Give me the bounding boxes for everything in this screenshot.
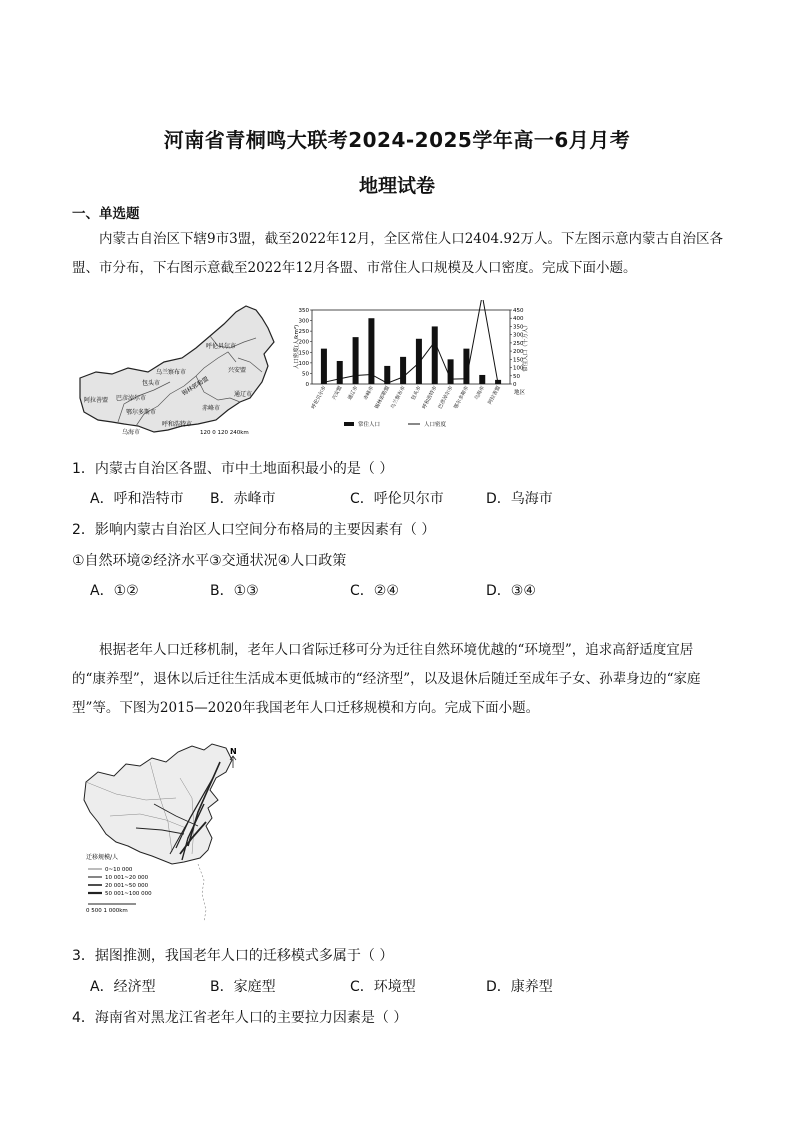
question-2-stem: 2．影响内蒙古自治区人口空间分布格局的主要因素有（ ） [72,522,436,538]
legend-item: 0~10 000 [105,867,133,873]
y-tick-label-left: 200 [298,339,309,346]
y-tick-label-left: 250 [298,329,309,336]
exam-title: 河南省青桐鸣大联考2024-2025学年高一6月月考 [163,128,631,152]
question-4-stem: 4．海南省对黑龙江省老年人口的主要拉力因素是（ ） [72,1010,408,1026]
map-label: 巴彦淖尔市 [116,395,147,402]
q1-option-b[interactable]: B．赤峰市 [210,491,276,507]
density-line [324,300,498,384]
y-tick-label-left: 300 [298,318,309,325]
q3-option-c[interactable]: C．环境型 [350,979,416,995]
x-tick-label: 通辽市 [347,385,360,402]
bar [337,361,343,384]
legend-title: 迁移规模/人 [86,854,119,861]
x-tick-label: 乌海市 [473,385,487,402]
north-arrow: N [230,747,237,756]
map-label: 阿拉善盟 [84,397,109,404]
map-scale: 0 500 1 000km [86,908,128,914]
bar-series [321,318,501,384]
x-tick-label: 锡林郭勒盟 [373,385,392,411]
y-tick-label-right: 0 [513,382,517,388]
x-tick-label: 阿拉善盟 [487,385,502,406]
map-label: 通辽市 [234,391,253,398]
y-tick-label-right: 450 [513,308,524,314]
map-label: 赤峰市 [202,405,221,412]
map-label: 乌海市 [122,429,141,436]
section-heading: 一、单选题 [72,206,140,222]
x-tick-label: 巴彦淖尔市 [437,385,455,411]
q3-option-a[interactable]: A．经济型 [90,979,156,995]
y-axis-label-left: 人口密度(人/km²) [294,324,300,370]
map-label: 乌兰察布市 [156,369,187,376]
x-tick-label: 鄂尔多斯市 [453,385,471,411]
map-label: 呼伦贝尔市 [206,343,237,350]
map-label: 包头市 [142,380,161,387]
y-tick-label-right: 400 [513,316,524,323]
bar [321,349,327,384]
y-tick-label-right: 250 [513,340,524,347]
map-label: 鄂尔多斯市 [126,409,157,416]
legend-bar-swatch [344,422,354,426]
passage-2: 根据老年人口迁移机制，老年人口省际迁移可分为迁往自然环境优越的“环境型”，追求高舒适度宜居的“康养型”，退休以后迁往生活成本更低城市的“经济型”，以及退休后随迁至成年子女、孙辈身边的“家庭型”等。下图为2015—2020年我国老年人口迁移规模和方向。完成下面小题。 [72,642,701,716]
bar [448,359,454,384]
question-2-items: ①自然环境②经济水平③交通状况④人口政策 [72,553,347,569]
x-tick-label: 呼伦贝尔市 [310,385,328,411]
q1-option-d[interactable]: D．乌海市 [486,491,553,507]
bar [479,375,485,384]
x-tick-label: 呼和浩特市 [421,385,439,411]
legend-item: 10 001~20 000 [105,875,149,881]
y-tick-label-right: 100 [513,365,524,372]
y-tick-label-left: 150 [298,350,309,357]
q2-option-c[interactable]: C．②④ [350,583,399,599]
y-tick-label-right: 350 [513,324,524,331]
y-tick-label-left: 0 [305,382,309,388]
legend-item: 50 001~100 000 [105,891,152,897]
chart-labels [292,308,529,428]
population-chart [284,300,530,438]
legend-label: 人口密度 [424,422,447,428]
legend-item: 20 001~50 000 [105,883,149,889]
q2-option-b[interactable]: B．①③ [210,583,259,599]
x-tick-label: 包头市 [410,385,423,402]
q2-option-a[interactable]: A．①② [90,583,139,599]
y-tick-label-left: 50 [302,371,309,378]
question-3-stem: 3．据图推测，我国老年人口的迁移模式多属于（ ） [72,948,394,964]
x-tick-label: 兴安盟 [331,385,344,402]
y-tick-label-left: 350 [298,308,309,314]
bar [384,366,390,384]
inner-mongolia-map [78,302,278,442]
x-tick-label: 赤峰市 [362,385,376,402]
y-tick-label-right: 300 [513,332,524,339]
china-migration-map [80,742,252,926]
line-series [324,300,498,384]
exam-subtitle: 地理试卷 [358,175,435,197]
legend-label: 常住人口 [358,422,381,428]
map-label: 呼和浩特市 [162,421,193,428]
map-label: 锡林郭勒盟 [180,375,210,398]
bar [432,326,438,384]
x-axis-label: 地区 [514,390,526,396]
bar [400,357,406,384]
y-tick-label-right: 200 [513,349,524,356]
q1-option-a[interactable]: A．呼和浩特市 [90,491,184,507]
china-outline [84,744,232,864]
y-axis-label-right: 常住人口（十万人） [523,322,529,372]
q1-option-c[interactable]: C．呼伦贝尔市 [350,491,444,507]
bar [353,337,359,384]
south-sea-border [198,864,206,922]
map-scale: 120 0 120 240km [200,430,249,436]
y-tick-label-right: 50 [513,373,520,380]
q3-option-b[interactable]: B．家庭型 [210,979,276,995]
y-tick-label-right: 150 [513,357,524,364]
passage-1: 内蒙古自治区下辖9市3盟，截至2022年12月，全区常住人口2404.92万人。下左图示意内蒙古自治区各盟、市分布，下右图示意截至2022年12月各盟、市常住人口规模及人口密度。完成下面小题。 [72,231,724,276]
x-tick-label: 乌兰察布市 [389,385,407,411]
question-1-stem: 1．内蒙古自治区各盟、市中土地面积最小的是（ ） [72,461,394,477]
q2-option-d[interactable]: D．③④ [486,583,536,599]
bar [416,339,422,384]
y-tick-label-left: 100 [298,360,309,367]
map-label: 兴安盟 [228,367,247,374]
q3-option-d[interactable]: D．康养型 [486,979,553,995]
